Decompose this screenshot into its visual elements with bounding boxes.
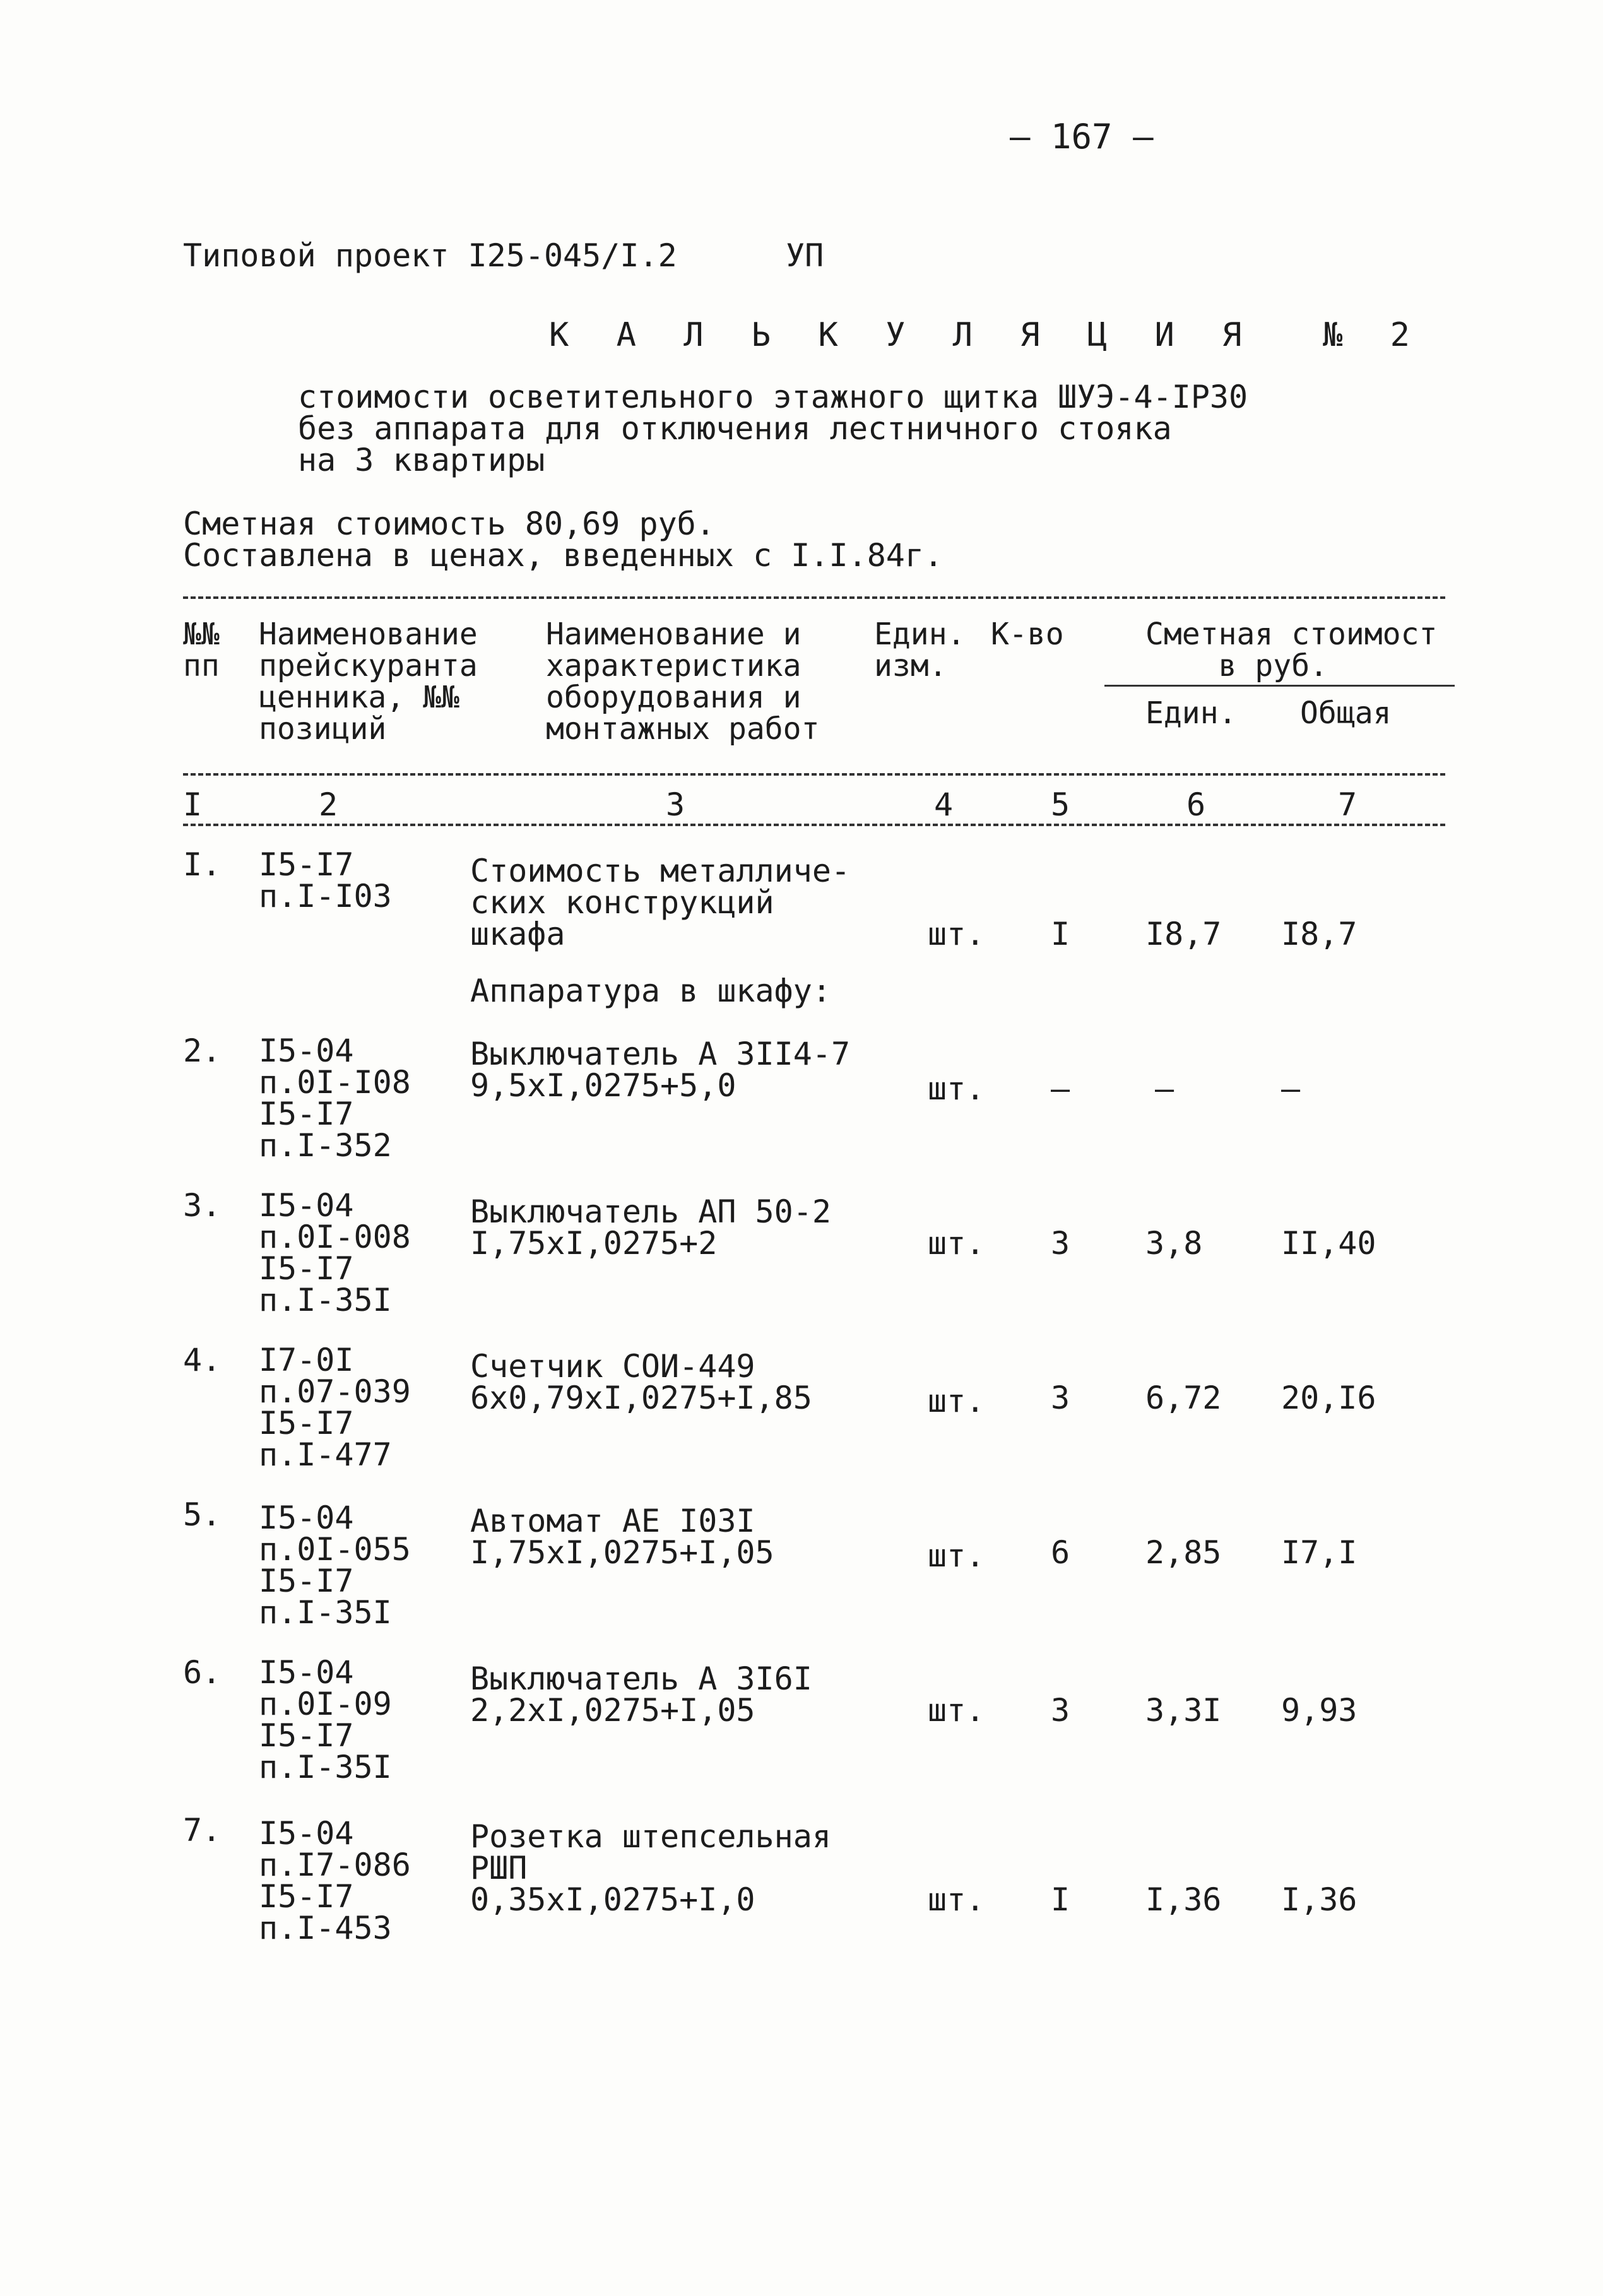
- row-7-qty: I: [1051, 1881, 1070, 1918]
- row-3-price: 3,8: [1145, 1225, 1203, 1262]
- row-4-name: Счетчик СОИ-449 6х0,79хI,0275+I,85: [470, 1348, 812, 1416]
- row-6-price: 3,3I: [1145, 1692, 1222, 1729]
- subtitle-line-1: стоимости осветительного этажного щитка ШУЭ-4-IР30: [298, 379, 1248, 415]
- row-1-name: Стоимость металличе- ских конструкций шкафа: [470, 853, 851, 952]
- row-4-total: 20,I6: [1281, 1380, 1376, 1416]
- row-4-unit: шт.: [928, 1383, 985, 1419]
- row-5-ref: I5-04 п.0I-055 I5-I7 п.I-35I: [259, 1500, 411, 1631]
- project-line: Типовой проект I25-045/I.2: [183, 237, 677, 274]
- header-pricelist: Наименование прейскуранта ценника, №№ позиций: [259, 617, 478, 747]
- header-equipment: Наименование и характеристика оборудования и монтажных работ: [546, 617, 820, 747]
- header-qty: К-во: [991, 617, 1064, 652]
- section-label: Аппаратура в шкафу:: [470, 973, 831, 1009]
- row-4-price: 6,72: [1145, 1380, 1222, 1416]
- table-top-rule: [183, 596, 1445, 599]
- row-3-total: II,40: [1281, 1225, 1376, 1262]
- column-number-3: 3: [666, 786, 685, 823]
- row-6-qty: 3: [1051, 1692, 1070, 1729]
- row-7-price: I,36: [1145, 1881, 1222, 1918]
- row-7-total: I,36: [1281, 1881, 1358, 1918]
- header-cost-group: Сметная стоимост в руб.: [1145, 617, 1438, 683]
- row-6-total: 9,93: [1281, 1692, 1358, 1729]
- project-stamp: УП: [786, 237, 824, 274]
- row-2-total: –: [1281, 1070, 1301, 1107]
- row-1-qty: I: [1051, 916, 1070, 952]
- header-cost-total: Общая: [1300, 695, 1392, 731]
- row-7-ref: I5-04 п.I7-086 I5-I7 п.I-453: [259, 1815, 411, 1946]
- column-number-5: 5: [1051, 786, 1070, 823]
- subtitle-line-3: на 3 квартиры: [298, 442, 545, 478]
- row-2-ref: I5-04 п.0I-I08 I5-I7 п.I-352: [259, 1033, 411, 1164]
- row-2-price: –: [1155, 1070, 1174, 1107]
- column-number-4: 4: [934, 786, 954, 823]
- page-number: – 167 –: [1010, 117, 1154, 157]
- row-2-unit: шт.: [928, 1070, 985, 1107]
- row-5-price: 2,85: [1145, 1534, 1222, 1571]
- row-3-ref: I5-04 п.0I-008 I5-I7 п.I-35I: [259, 1187, 411, 1318]
- row-1-num: I.: [183, 846, 222, 883]
- row-7-num: 7.: [183, 1812, 222, 1849]
- row-6-name: Выключатель А 3I6I 2,2хI,0275+I,05: [470, 1660, 812, 1729]
- column-number-2: 2: [319, 786, 338, 823]
- row-5-num: 5.: [183, 1496, 222, 1533]
- column-number-6: 6: [1186, 786, 1206, 823]
- row-6-unit: шт.: [928, 1692, 985, 1729]
- row-3-num: 3.: [183, 1187, 222, 1224]
- row-2-qty: –: [1051, 1070, 1070, 1107]
- row-4-num: 4.: [183, 1342, 222, 1378]
- row-3-name: Выключатель АП 50-2 I,75хI,0275+2: [470, 1193, 831, 1262]
- row-6-num: 6.: [183, 1654, 222, 1691]
- row-5-qty: 6: [1051, 1534, 1070, 1571]
- row-5-unit: шт.: [928, 1537, 985, 1574]
- row-6-ref: I5-04 п.0I-09 I5-I7 п.I-35I: [259, 1654, 392, 1785]
- row-2-num: 2.: [183, 1033, 222, 1069]
- row-1-unit: шт.: [928, 916, 985, 952]
- row-5-total: I7,I: [1281, 1534, 1358, 1571]
- row-3-unit: шт.: [928, 1225, 985, 1262]
- subtitle-line-2: без аппарата для отключения лестничного стояка: [298, 410, 1172, 447]
- row-1-total: I8,7: [1281, 916, 1358, 952]
- row-1-ref: I5-I7 п.I-I03: [259, 846, 392, 914]
- row-4-qty: 3: [1051, 1380, 1070, 1416]
- row-2-name: Выключатель А 3II4-7 9,5хI,0275+5,0: [470, 1036, 851, 1104]
- header-num: №№ пп: [183, 617, 220, 683]
- row-5-name: Автомат АЕ I03I I,75хI,0275+I,05: [470, 1503, 774, 1571]
- prices-note: Составлена в ценах, введенных с I.I.84г.: [183, 537, 943, 574]
- document-title: К А Л Ь К У Л Я Ц И Я № 2: [549, 316, 1424, 354]
- header-unit: Един. изм.: [874, 617, 966, 683]
- row-4-ref: I7-0I п.07-039 I5-I7 п.I-477: [259, 1342, 411, 1473]
- header-bottom-rule: [183, 773, 1445, 776]
- row-1-price: I8,7: [1145, 916, 1222, 952]
- column-numbers-rule: [183, 824, 1445, 826]
- row-3-qty: 3: [1051, 1225, 1070, 1262]
- column-number-7: 7: [1338, 786, 1358, 823]
- estimate-cost: Сметная стоимость 80,69 руб.: [183, 506, 715, 542]
- column-number-1: I: [183, 786, 203, 823]
- row-7-name: Розетка штепсельная РШП 0,35хI,0275+I,0: [470, 1818, 831, 1918]
- row-7-unit: шт.: [928, 1881, 985, 1918]
- header-cost-rule: [1104, 685, 1455, 687]
- header-cost-unit: Един.: [1145, 695, 1237, 731]
